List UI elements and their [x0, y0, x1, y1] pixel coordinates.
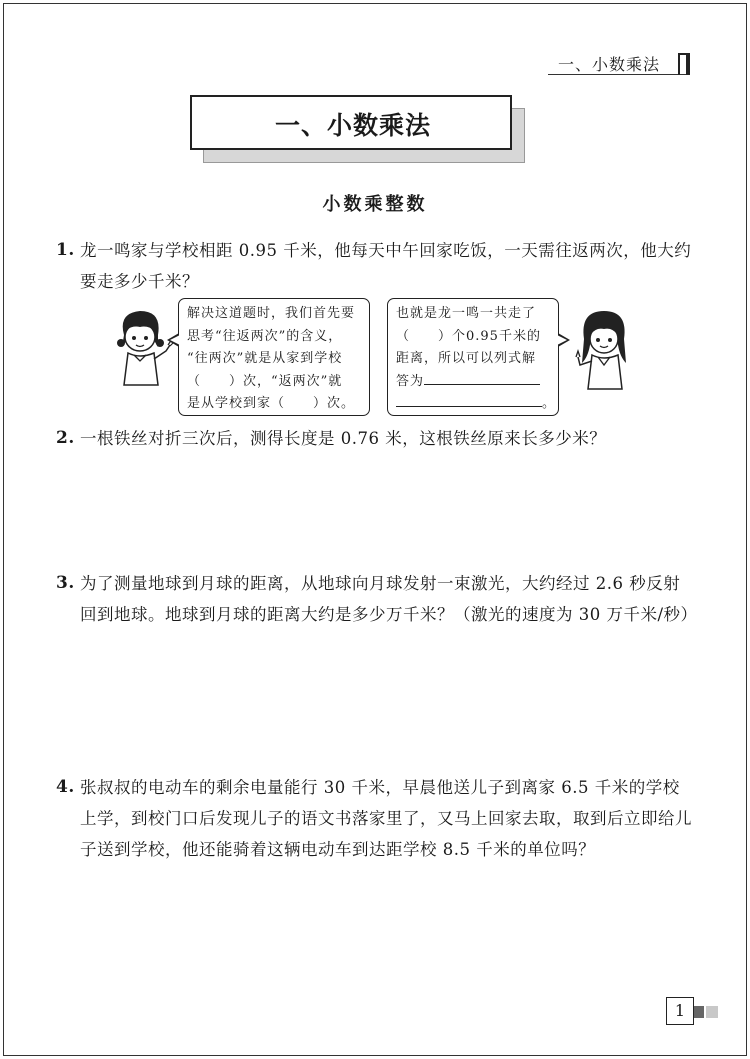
chapter-title-box — [190, 95, 526, 165]
page-tab-light — [706, 1006, 718, 1018]
running-header-text: 一、小数乘法 — [558, 55, 661, 74]
bubble-line: 也就是龙一鸣一共走了 — [396, 306, 537, 321]
speech-bubble-right — [387, 298, 559, 416]
problem-text: 张叔叔的电动车的剩余电量能行 30 千米，早晨他送儿子到离家 6.5 千米的学校上学，到校门口后发现儿子的语文书落家里了，又马上回家去取，取到后立即给儿子送到学校，他还能骑着这辆电动车到达距学校 8.5 千米的单位吗？ — [80, 778, 692, 859]
bubble-line: 解决这道题时，我们首先要 — [187, 306, 356, 321]
bubble-answer-line-2 — [396, 393, 557, 416]
problem-number: 1. — [56, 240, 75, 260]
answer-blank[interactable] — [424, 371, 540, 385]
bubble-line: 是从学校到家（ ）次。 — [187, 396, 356, 411]
answer-period: 。 — [542, 396, 557, 411]
chapter-title: 一、小数乘法 — [274, 111, 431, 140]
bubble-answer-line — [396, 371, 550, 394]
problem-number: 4. — [56, 777, 75, 797]
bubble-line: 距离，所以可以列式解 — [396, 351, 537, 366]
page-tab-dark — [694, 1006, 704, 1018]
problem-1 — [56, 235, 696, 297]
chapter-title-frame — [190, 95, 512, 150]
bubble-line: （ ）个0.95千米的 — [396, 328, 541, 344]
answer-blank-2[interactable] — [396, 393, 542, 407]
girl-right-illustration — [570, 305, 636, 391]
bubble-line: “往两次”就是从家到学校 — [187, 351, 343, 366]
section-title: 小数乘整数 — [322, 194, 428, 215]
running-header-bracket-icon — [678, 53, 690, 75]
running-header — [548, 48, 700, 78]
problem-text: 一根铁丝对折三次后，测得长度是 0.76 米，这根铁丝原来长多少米？ — [80, 429, 607, 448]
answer-prefix: 答为 — [396, 373, 425, 389]
bubble-line: 思考“往返两次”的含义， — [187, 328, 343, 344]
girl-left-illustration — [110, 305, 176, 389]
problem-3 — [56, 568, 696, 630]
bubble-line: （ ）次，“返两次”就 — [187, 373, 343, 389]
speech-bubble-left — [178, 298, 370, 416]
running-header-rule — [548, 74, 690, 75]
problem-number: 2. — [56, 428, 75, 448]
problem-number: 3. — [56, 573, 75, 593]
problem-2 — [56, 423, 696, 454]
page-number: 1 — [666, 997, 694, 1025]
problem-text: 龙一鸣家与学校相距 0.95 千米，他每天中午回家吃饭，一天需往返两次，他大约要走多少千米？ — [80, 241, 692, 291]
problem-text: 为了测量地球到月球的距离，从地球向月球发射一束激光，大约经过 2.6 秒反射回到地球。地球到月球的距离大约是多少万千米？（激光的速度为 30 万千米/秒） — [80, 574, 698, 624]
problem-4 — [56, 772, 696, 865]
